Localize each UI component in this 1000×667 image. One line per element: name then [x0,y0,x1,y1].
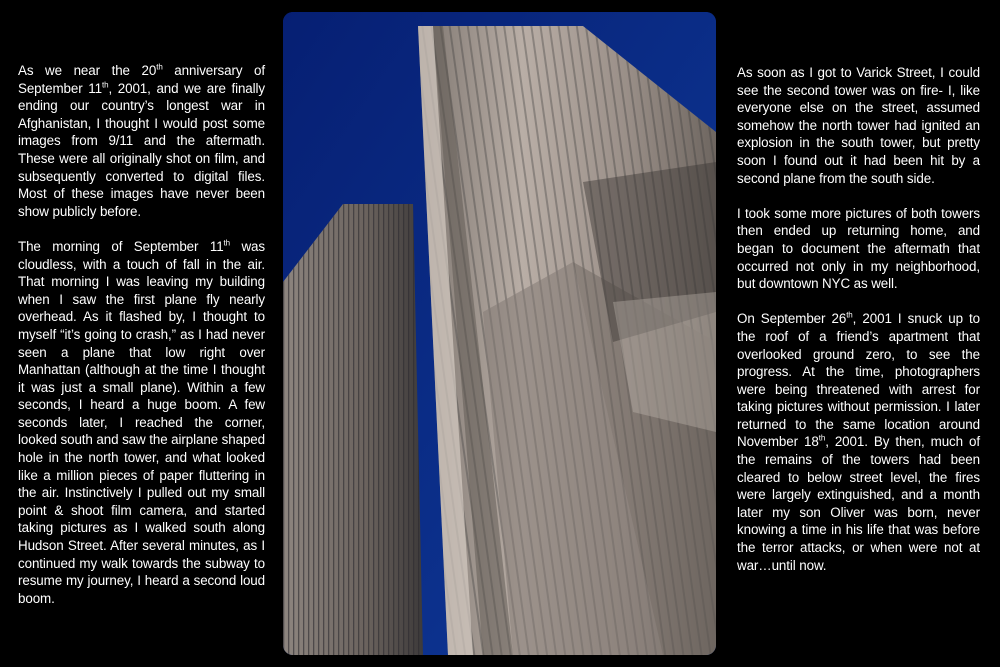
intro-paragraph: As we near the 20th anniversary of September 11th, 2001, and we are finally ending our country’s longest war in Afghanistan, I thought I would post some images from 9/11 and the aftermath. These were all originally shot on film, and subsequently converted to digital files. Most of these images have never been show publicly before. [18,62,265,219]
aftermath-paragraph: I took some more pictures of both towers then ended up returning home, and began to document the aftermath that occurred not only in my neighborhood, but downtown NYC as well. [737,205,980,292]
right-text-column [737,64,980,592]
ground-zero-paragraph: On September 26th, 2001 I snuck up to the roof of a friend’s apartment that overlooked ground zero, to see the progress. At the time, photographers were being threatened with arrest for taking pictures without permission. I later returned to the same location around November 18th, 2001. By then, much of the remains of the towers had been cleared to below street level, the fires were largely extinguished, and a month later my son Oliver was born, never knowing a time in his life that was before the terror attacks, or when were not at war…until now. [737,310,981,573]
morning-paragraph: The morning of September 11th was cloudless, with a touch of fall in the air. That morning I was leaving my building when I saw the first plane fly nearly overhead. As it flashed by, I thought to myself “it’s going to crash,” as I had never seen a plane that low right over Manhattan (although at the time I thought it was just a small plane). Within a few seconds, I heard a huge boom. A few seconds later, I reached the corner, looked south and saw the airplane shaped hole in the north tower, and what looked like a million pieces of paper fluttering in the air. Instinctively I pulled out my small point & shoot film camera, and started taking pictures as I walked south along Hudson Street. After several minutes, as I continued my walk towards the subway to resume my journey, I heard a second loud boom. [18,238,265,606]
left-text-column [18,62,265,625]
twin-towers-photo [283,12,716,655]
towers-illustration [283,12,716,655]
varick-paragraph: As soon as I got to Varick Street, I could see the second tower was on fire- I, like everyone else on the street, assumed somehow the north tower had ignited an explosion in the south tower, but pretty soon I found out it had been hit by a second plane from the south side. [737,65,980,186]
